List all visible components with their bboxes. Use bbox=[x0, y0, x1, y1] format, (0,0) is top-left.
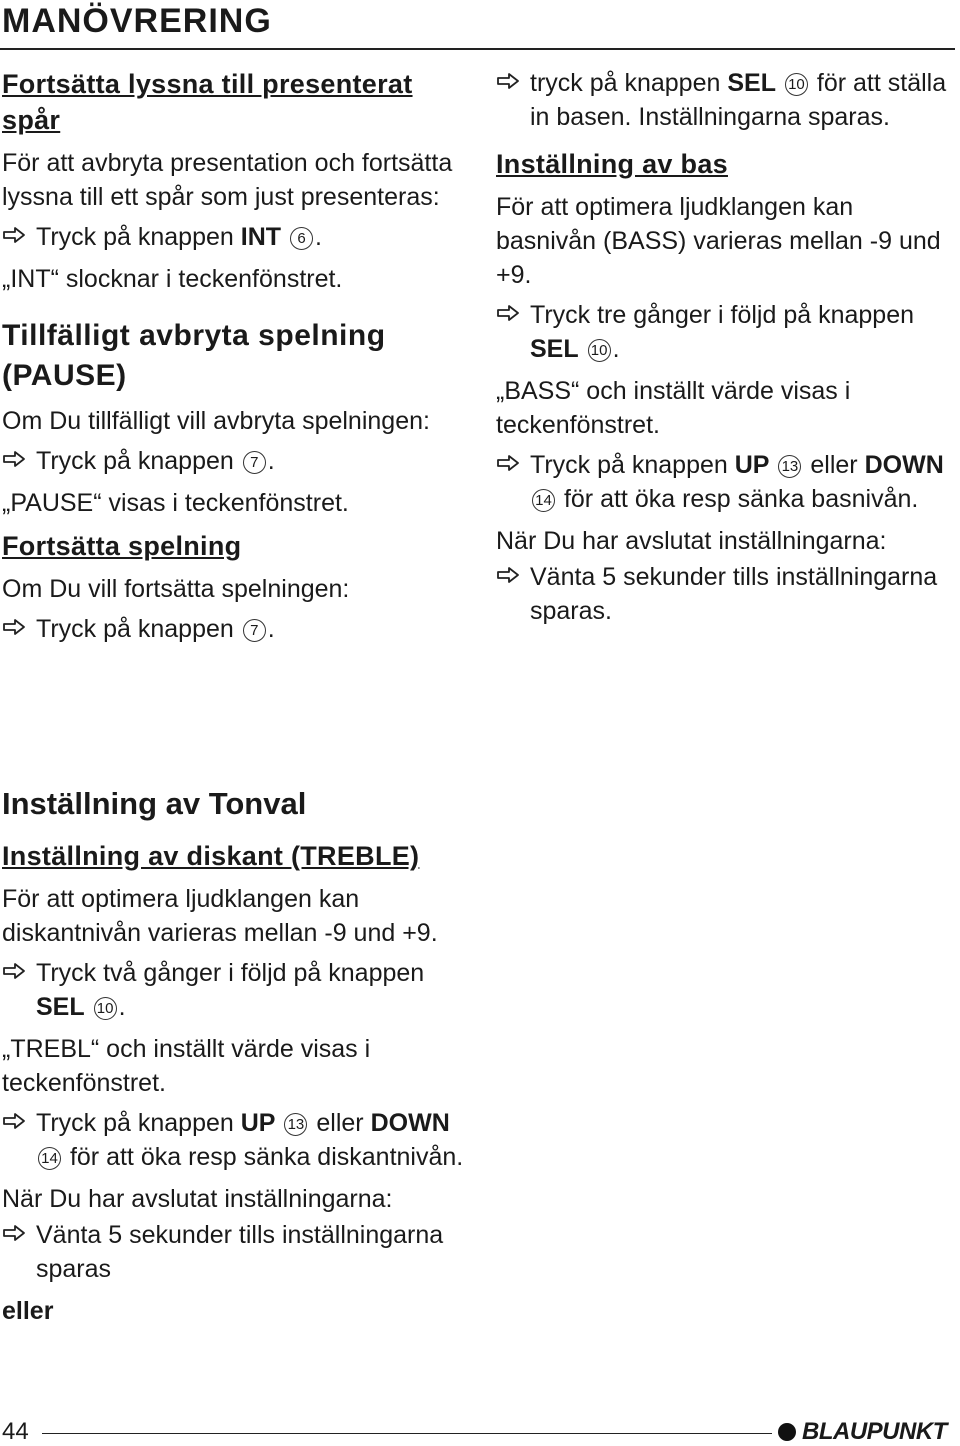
tone-section bbox=[2, 784, 464, 1328]
arrow-right-icon bbox=[496, 454, 520, 472]
page-title: MANÖVRERING bbox=[2, 2, 272, 40]
step-text: Tryck på knappen bbox=[36, 223, 234, 251]
instruction-step bbox=[2, 1106, 464, 1174]
button-number-badge: 13 bbox=[284, 1113, 307, 1136]
page-number: 44 bbox=[2, 1418, 29, 1445]
paragraph-or: eller bbox=[2, 1297, 54, 1325]
button-number-badge: 7 bbox=[243, 451, 266, 474]
arrow-right-icon bbox=[2, 450, 26, 468]
step-text: Tryck på knappen bbox=[36, 615, 234, 643]
left-column bbox=[2, 66, 464, 646]
paragraph-resume: Om Du vill fortsätta spelningen: bbox=[2, 575, 350, 603]
button-name-up: UP bbox=[240, 1109, 276, 1137]
button-number-badge: 14 bbox=[532, 489, 555, 512]
step-text: eller bbox=[810, 451, 858, 479]
button-number-badge: 13 bbox=[778, 455, 801, 478]
button-number-badge: 10 bbox=[588, 339, 611, 362]
step-text: Tryck på knappen bbox=[530, 451, 728, 479]
arrow-right-icon bbox=[2, 1224, 26, 1242]
instruction-step bbox=[496, 66, 956, 134]
button-name-down: DOWN bbox=[864, 451, 944, 479]
step-text: Vänta 5 sekunder tills inställningarna sparas. bbox=[530, 563, 938, 625]
step-text: eller bbox=[316, 1109, 364, 1137]
button-number-badge: 14 bbox=[38, 1147, 61, 1170]
paragraph-pause: Om Du tillfälligt vill avbryta spelningen: bbox=[2, 407, 430, 435]
instruction-step: Tryck på knappen 7 . bbox=[2, 444, 464, 478]
paragraph-continue: För att avbryta presentation och fortsätta lyssna till ett spår som just presenteras: bbox=[2, 149, 453, 211]
paragraph-treble-shown: „TREBL“ och inställt värde visas i teckenfönstret. bbox=[2, 1035, 371, 1097]
paragraph-treble: För att optimera ljudklangen kan diskantnivån varieras mellan -9 und +9. bbox=[2, 885, 438, 947]
button-name-sel: SEL bbox=[36, 993, 85, 1021]
button-name-up: UP bbox=[734, 451, 770, 479]
step-text: Tryck på knappen bbox=[36, 447, 234, 475]
arrow-right-icon bbox=[2, 618, 26, 636]
arrow-right-icon bbox=[496, 72, 520, 90]
button-name-int: INT bbox=[240, 223, 282, 251]
instruction-step bbox=[496, 448, 956, 516]
step-text: Tryck på knappen bbox=[36, 1109, 234, 1137]
arrow-right-icon bbox=[496, 566, 520, 584]
button-number-badge: 10 bbox=[785, 73, 808, 96]
brand-dot-icon bbox=[778, 1423, 796, 1441]
paragraph-bass: För att optimera ljudklangen kan basnivån (BASS) varieras mellan -9 und +9. bbox=[496, 193, 941, 289]
title-divider bbox=[0, 48, 955, 50]
button-name-down: DOWN bbox=[370, 1109, 450, 1137]
instruction-step: Tryck på knappen INT 6 . bbox=[2, 220, 464, 254]
paragraph-int-off: „INT“ slocknar i teckenfönstret. bbox=[2, 265, 343, 293]
step-text: för att öka resp sänka diskantnivån. bbox=[69, 1143, 464, 1171]
heading-resume: Fortsätta spelning bbox=[2, 531, 242, 561]
arrow-right-icon bbox=[2, 226, 26, 244]
instruction-step: Tryck tre gånger i följd på knappen SEL 10 . bbox=[496, 298, 956, 366]
step-text: Tryck två gånger i följd på knappen bbox=[36, 959, 425, 987]
instruction-step bbox=[496, 560, 956, 628]
step-text: Tryck tre gånger i följd på knappen bbox=[530, 301, 915, 329]
instruction-step: Tryck två gånger i följd på knappen SEL 10 . bbox=[2, 956, 464, 1024]
brand-name: BLAUPUNKT bbox=[802, 1418, 947, 1445]
paragraph-done: När Du har avslutat inställningarna: bbox=[2, 1185, 393, 1213]
heading-tone: Inställning av Tonval bbox=[2, 786, 307, 821]
step-text: Vänta 5 sekunder tills inställningarna sparas bbox=[36, 1221, 444, 1283]
arrow-right-icon bbox=[2, 962, 26, 980]
step-text: för att öka resp sänka basnivån. bbox=[563, 485, 919, 513]
brand-logo bbox=[778, 1418, 947, 1446]
step-text: tryck på knappen bbox=[530, 69, 721, 97]
button-name-sel: SEL bbox=[530, 335, 579, 363]
heading-treble: Inställning av diskant (TREBLE) bbox=[2, 841, 420, 871]
footer-divider bbox=[42, 1433, 772, 1434]
heading-continue-listening: Fortsätta lyssna till presenterat spår bbox=[2, 69, 413, 135]
arrow-right-icon bbox=[496, 304, 520, 322]
heading-bass: Inställning av bas bbox=[496, 149, 728, 179]
right-column bbox=[496, 66, 956, 628]
button-number-badge: 7 bbox=[243, 619, 266, 642]
button-number-badge: 10 bbox=[94, 997, 117, 1020]
button-number-badge: 6 bbox=[290, 227, 313, 250]
arrow-right-icon bbox=[2, 1112, 26, 1130]
paragraph-pause-shown: „PAUSE“ visas i teckenfönstret. bbox=[2, 489, 349, 517]
button-name-sel: SEL bbox=[727, 69, 776, 97]
paragraph-bass-shown: „BASS“ och inställt värde visas i teckenfönstret. bbox=[496, 377, 851, 439]
heading-pause: Tillfälligt avbryta spelning (PAUSE) bbox=[2, 319, 386, 392]
instruction-step: Tryck på knappen 7 . bbox=[2, 612, 464, 646]
paragraph-done: När Du har avslutat inställningarna: bbox=[496, 527, 887, 555]
step-text: för att ställa in basen. Inställningarna sparas. bbox=[530, 69, 947, 131]
instruction-step bbox=[2, 1218, 464, 1286]
